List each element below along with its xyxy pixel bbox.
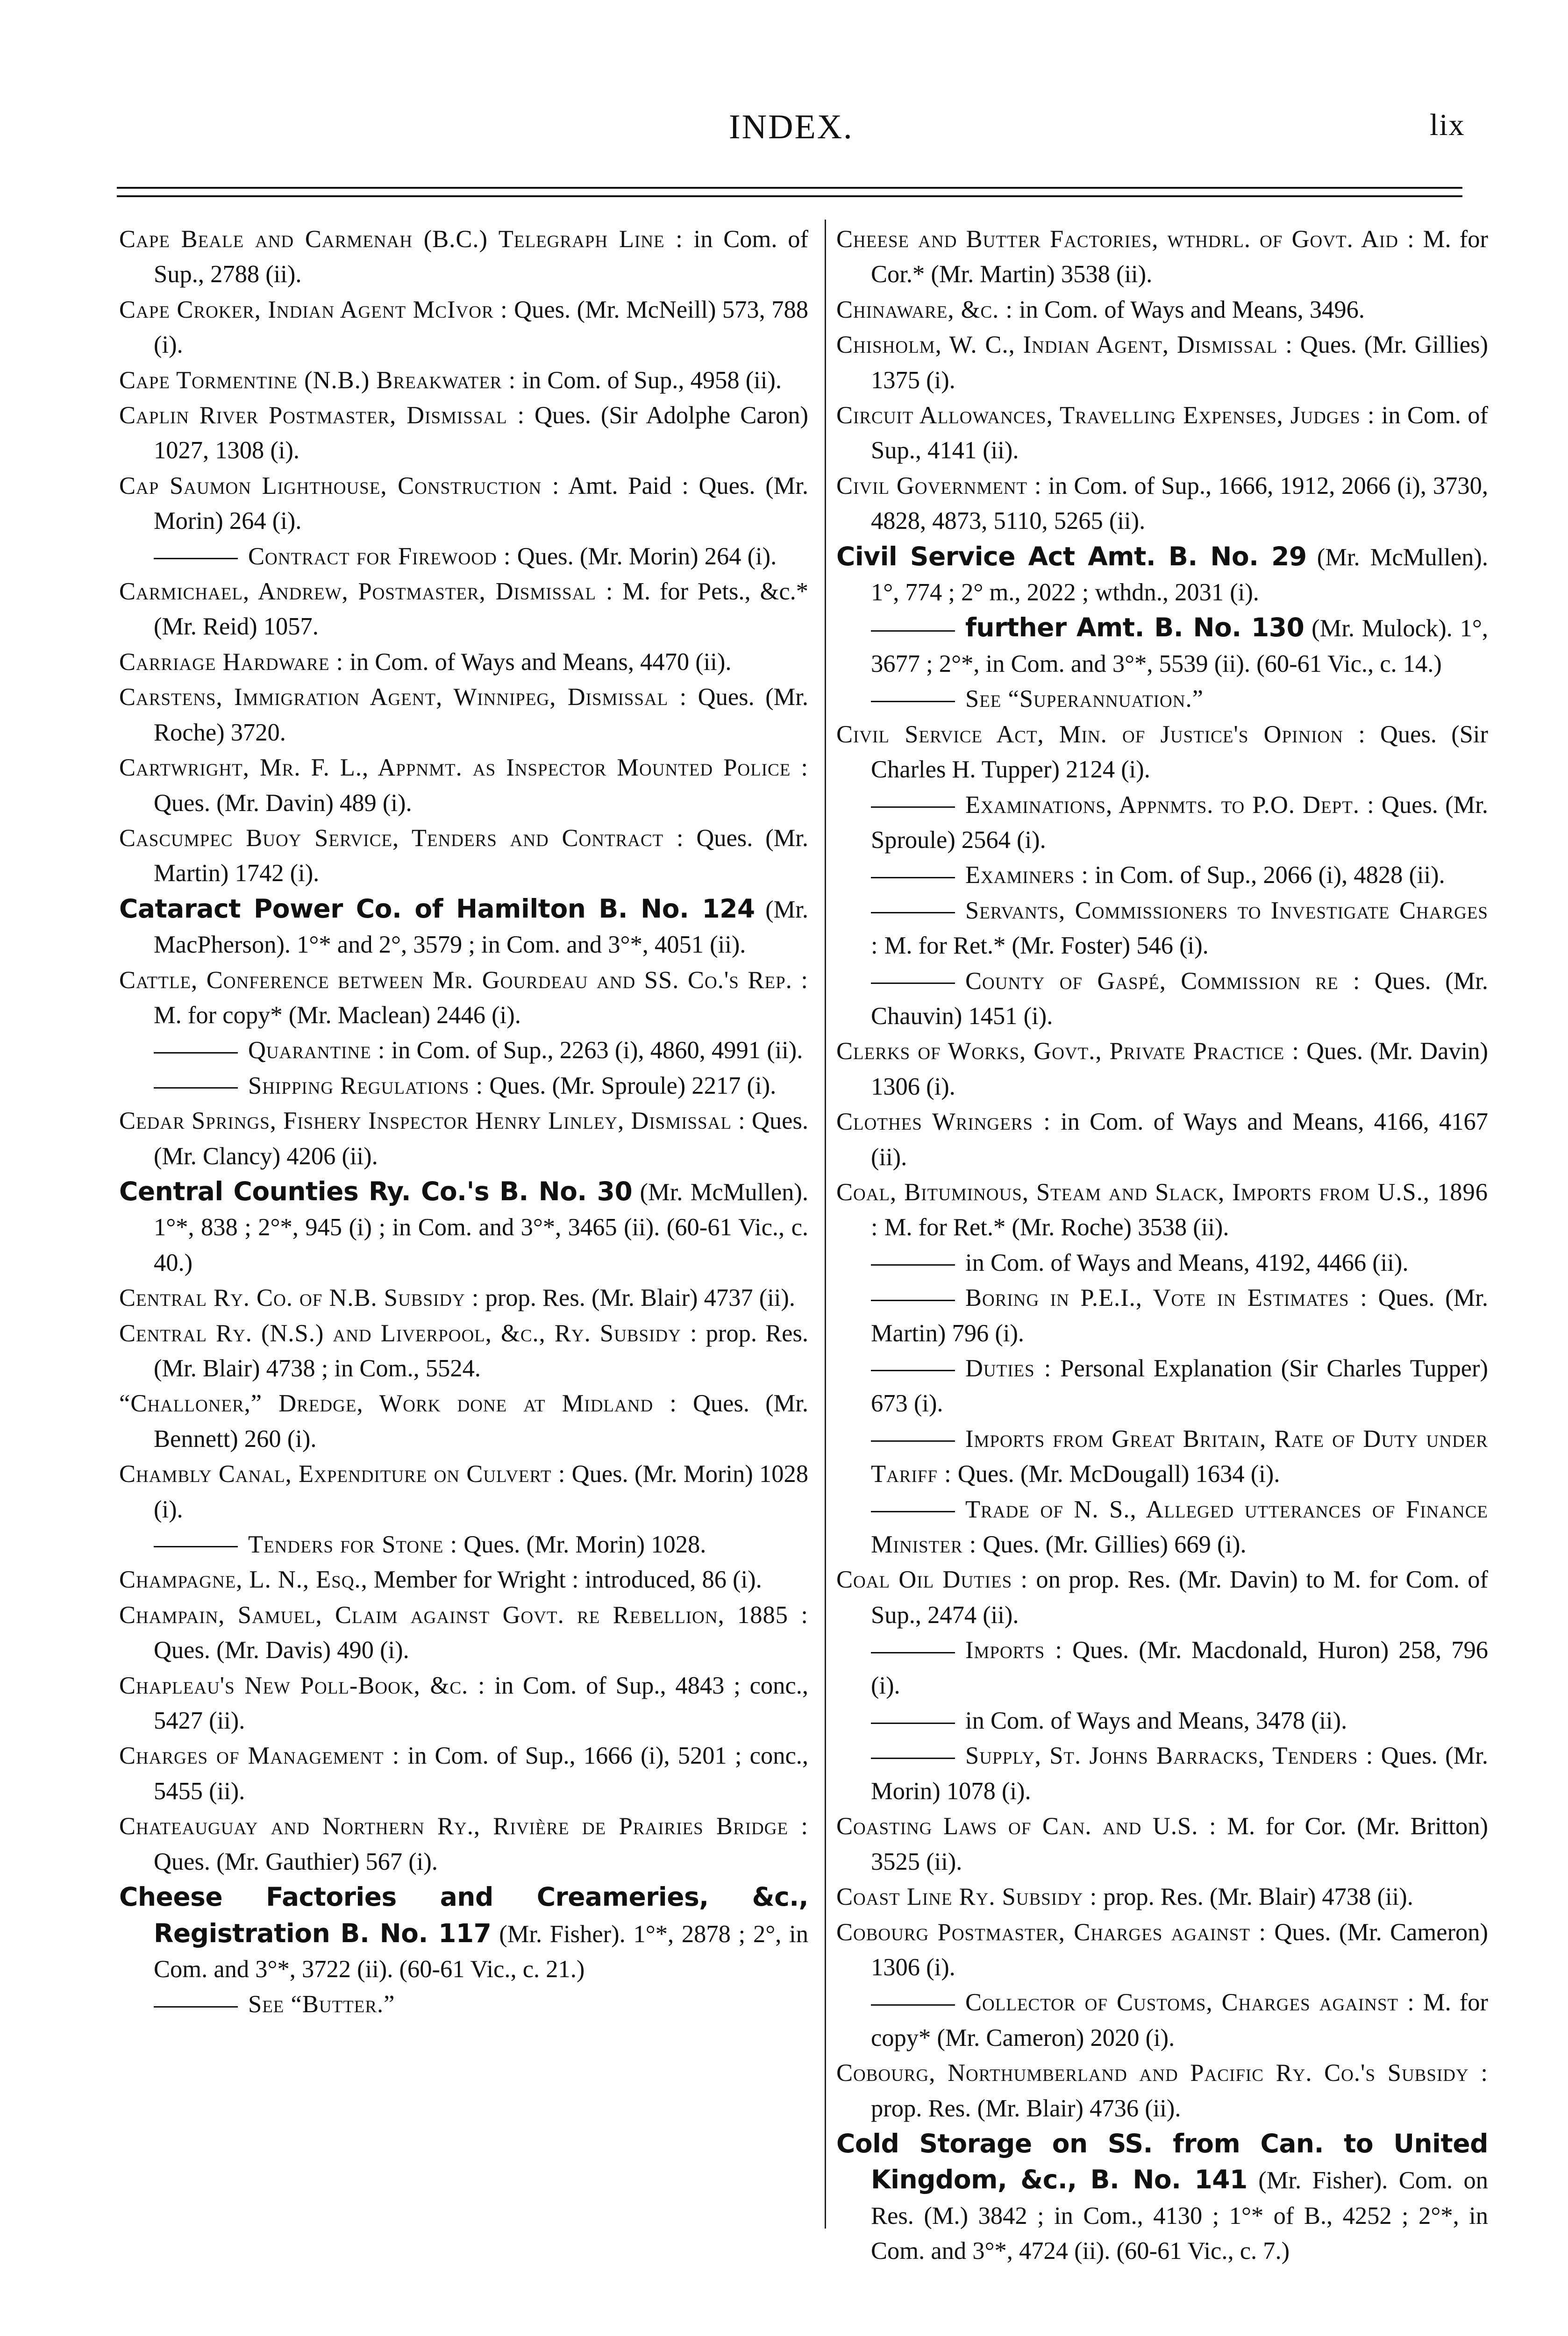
- index-entry: [836, 1562, 1488, 1633]
- entry-heading: Chambly Canal, Expenditure on Culvert :: [119, 1460, 566, 1488]
- ditto-dash: [154, 558, 238, 559]
- entry-heading: Supply, St. Johns Barracks, Tenders :: [965, 1742, 1374, 1770]
- index-entry: [836, 222, 1488, 292]
- page-number: lix: [1430, 108, 1465, 142]
- entry-heading: Circuit Allowances, Travelling Expenses, Judges :: [836, 402, 1375, 429]
- index-entry: [836, 1809, 1488, 1880]
- index-entry: [119, 963, 808, 1033]
- column-divider: [825, 220, 826, 2229]
- entry-heading: Central Ry. Co. of N.B. Subsidy :: [119, 1284, 479, 1312]
- entry-heading: Cataract Power Co. of Hamilton B. No. 124: [119, 893, 755, 924]
- entry-detail: in Com. of Sup., 1666, 1912, 2066 (i), 3730, 4828, 4873, 5110, 5265 (ii).: [871, 472, 1488, 535]
- entry-detail: (Mr. Fisher). 1°*, 2878 ; 2°, in Com. and 3°*, 3722 (ii). (60-61 Vic., c. 21.): [154, 1920, 808, 1983]
- entry-heading: Clothes Wringers :: [836, 1108, 1051, 1136]
- ditto-dash: [871, 1511, 955, 1512]
- index-entry: [119, 645, 808, 680]
- entry-detail: Ques. (Mr. Gillies) 669 (i).: [976, 1531, 1247, 1559]
- index-entry: [119, 1738, 808, 1809]
- right-column: [836, 222, 1488, 2269]
- index-entry: [836, 328, 1488, 398]
- entry-detail: Ques. (Mr. Sproule) 2564 (i).: [871, 791, 1488, 854]
- index-entry: [119, 750, 808, 821]
- ditto-dash: [871, 1370, 955, 1371]
- entry-detail: Ques. (Mr. McNeill) 573, 788 (i).: [154, 296, 808, 359]
- index-entry: [119, 1033, 808, 1068]
- entry-heading: Clerks of Works, Govt., Private Practice :: [836, 1038, 1299, 1065]
- entry-detail: Ques. (Mr. Davis) 490 (i).: [154, 1637, 409, 1664]
- entry-heading: Cold Storage on SS. from Can. to United Kingdom, &c., B. No. 141: [836, 2128, 1488, 2195]
- entry-detail: in Com. of Sup., 2066 (i), 4828 (ii).: [1089, 862, 1445, 889]
- index-entry: [119, 292, 808, 363]
- entry-detail: M. for copy* (Mr. Cameron) 2020 (i).: [871, 1989, 1488, 2051]
- index-entry: [836, 717, 1488, 788]
- index-entry: [119, 1987, 808, 2022]
- entry-heading: Civil Service Act Amt. B. No. 29: [836, 541, 1307, 571]
- entry-heading: Trade of N. S., Alleged utterances of Finance Minister :: [871, 1496, 1488, 1559]
- entry-heading: Imports :: [965, 1637, 1062, 1664]
- entry-heading: Cape Tormentine (N.B.) Breakwater :: [119, 366, 516, 394]
- index-entry: [836, 1492, 1488, 1563]
- entry-detail: in Com. of Sup., 2788 (ii).: [154, 226, 808, 288]
- index-entry: [119, 1386, 808, 1457]
- ditto-dash: [871, 1264, 955, 1266]
- entry-detail: Ques. (Mr. Martin) 1742 (i).: [154, 824, 808, 887]
- index-entry: [119, 1068, 808, 1104]
- entry-heading: Cattle, Conference between Mr. Gourdeau and SS. Co.'s Rep. :: [119, 966, 808, 994]
- entry-heading: Coast Line Ry. Subsidy :: [836, 1883, 1098, 1911]
- header-rule-bottom: [117, 195, 1462, 197]
- entry-detail: Personal Explanation (Sir Charles Tupper) 673 (i).: [871, 1355, 1488, 1417]
- entry-detail: (Mr. McMullen). 1°*, 838 ; 2°*, 945 (i) ; in Com. and 3°*, 3465 (ii). (60-61 Vic., c. 40.): [154, 1178, 808, 1276]
- entry-detail: Ques. (Mr. Roche) 3720.: [154, 684, 808, 746]
- entry-detail: Ques. (Mr. Davin) 489 (i).: [154, 789, 412, 817]
- entry-detail: M. for Cor.* (Mr. Martin) 3538 (ii).: [871, 226, 1488, 288]
- entry-detail: Ques. (Mr. Clancy) 4206 (ii).: [154, 1107, 809, 1170]
- entry-heading: Central Ry. (N.S.) and Liverpool, &c., Ry. Subsidy :: [119, 1319, 698, 1347]
- index-entry: [119, 363, 808, 398]
- entry-heading: Servants, Commissioners to Investigate Charges :: [871, 897, 1488, 960]
- entry-detail: in Com. of Sup., 4958 (ii).: [516, 366, 782, 394]
- entry-detail: in Com. of Ways and Means, 3478 (ii).: [965, 1707, 1347, 1735]
- entry-detail: prop. Res. (Mr. Blair) 4738 (ii).: [1097, 1883, 1413, 1911]
- ditto-dash: [154, 1087, 238, 1089]
- index-entry: [119, 539, 808, 574]
- entry-detail: Member for Wright : introduced, 86 (i).: [367, 1566, 762, 1594]
- entry-heading: further Amt. B. No. 130: [965, 612, 1304, 643]
- entry-heading: Cobourg, Northumberland and Pacific Ry. Co.'s Subsidy :: [836, 2059, 1488, 2087]
- index-entry: [836, 682, 1488, 717]
- index-entry: [836, 1738, 1488, 1809]
- index-entry: [119, 574, 808, 645]
- index-entry: [836, 1281, 1488, 1351]
- ditto-dash: [871, 1652, 955, 1653]
- index-entry: [119, 1562, 808, 1597]
- index-entry: [119, 1809, 808, 1880]
- entry-detail: Ques. (Sir Adolphe Caron) 1027, 1308 (i).: [154, 402, 808, 464]
- index-entry: [119, 1457, 808, 1527]
- entry-heading: County of Gaspé, Commission re :: [965, 967, 1361, 995]
- entry-detail: Ques. (Mr. Morin) 264 (i).: [511, 542, 777, 570]
- entry-detail: in Com. of Sup., 4141 (ii).: [871, 402, 1488, 464]
- entry-detail: (Mr. Fisher). Com. on Res. (M.) 3842 ; in Com., 4130 ; 1°* of B., 4252 ; 2°*, in Com. and 3°*, 4724 (ii). (60-61 Vic., c. 7.): [871, 2167, 1489, 2265]
- index-entry: [119, 1316, 808, 1387]
- entry-detail: in Com. of Ways and Means, 3496.: [1012, 296, 1365, 323]
- ditto-dash: [154, 1052, 238, 1054]
- index-entry: [119, 1668, 808, 1739]
- index-entry: [836, 1633, 1488, 1703]
- entry-heading: Caplin River Postmaster, Dismissal :: [119, 402, 525, 429]
- index-entry: [119, 1880, 808, 1987]
- entry-detail: Ques. (Mr. Morin) 1028.: [457, 1531, 706, 1559]
- entry-detail: in Com. of Sup., 2263 (i), 4860, 4991 (ii).: [385, 1037, 803, 1064]
- entry-detail: (Mr. Mulock). 1°, 3677 ; 2°*, in Com. and 3°*, 5539 (ii). (60-61 Vic., c. 14.): [871, 615, 1488, 677]
- entry-heading: Civil Government :: [836, 472, 1042, 499]
- index-entry: [836, 1246, 1488, 1281]
- entry-detail: Amt. Paid : Ques. (Mr. Morin) 264 (i).: [154, 472, 808, 535]
- entry-heading: Carmichael, Andrew, Postmaster, Dismissal :: [119, 578, 613, 605]
- index-entry: [119, 1281, 808, 1316]
- index-entry: [119, 891, 808, 963]
- entry-detail: in Com. of Ways and Means, 4470 (ii).: [343, 648, 732, 676]
- entry-heading: Imports from Great Britain, Rate of Duty under Tariff :: [871, 1425, 1488, 1488]
- entry-heading: See “Butter.”: [248, 1991, 395, 2018]
- entry-detail: Ques. (Mr. McDougall) 1634 (i).: [951, 1460, 1280, 1488]
- page-title: INDEX.: [729, 108, 854, 146]
- entry-heading: Tenders for Stone :: [248, 1531, 458, 1559]
- index-entry: [836, 2056, 1488, 2126]
- entry-heading: Civil Service Act, Min. of Justice's Opinion :: [836, 720, 1366, 748]
- index-entry: [119, 398, 808, 469]
- entry-heading: Collector of Customs, Charges against :: [965, 1989, 1415, 2016]
- index-entry: [119, 469, 808, 539]
- entry-detail: Ques. (Mr. Bennett) 260 (i).: [154, 1390, 808, 1453]
- index-entry: [119, 680, 808, 750]
- index-entry: [836, 1034, 1488, 1104]
- index-entry: [836, 292, 1488, 328]
- index-entry: [119, 1104, 808, 1174]
- index-entry: [836, 2126, 1488, 2269]
- index-entry: [836, 469, 1488, 539]
- index-entry: [119, 821, 808, 891]
- entry-heading: Cobourg Postmaster, Charges against :: [836, 1918, 1267, 1946]
- entry-heading: Cheese and Butter Factories, wthdrl. of Govt. Aid :: [836, 226, 1415, 253]
- entry-detail: on prop. Res. (Mr. Davin) to M. for Com. of Sup., 2474 (ii).: [871, 1566, 1488, 1629]
- ditto-dash: [871, 983, 955, 984]
- ditto-dash: [871, 877, 955, 878]
- entry-heading: Charges of Management :: [119, 1742, 400, 1770]
- entry-detail: M. for Pets., &c.* (Mr. Reid) 1057.: [154, 578, 808, 641]
- entry-detail: Ques. (Mr. Morin) 1078 (i).: [871, 1742, 1488, 1805]
- entry-detail: in Com. of Ways and Means, 4192, 4466 (ii).: [965, 1249, 1409, 1276]
- entry-heading: Champain, Samuel, Claim against Govt. re Rebellion, 1885 :: [119, 1601, 808, 1629]
- index-entry: [836, 1915, 1488, 1986]
- index-entry: [836, 610, 1488, 682]
- entry-detail: in Com. of Sup., 4843 ; conc., 5427 (ii).: [154, 1672, 808, 1735]
- entry-heading: Chisholm, W. C., Indian Agent, Dismissal :: [836, 331, 1293, 359]
- ditto-dash: [154, 1546, 238, 1547]
- entry-heading: Cap Saumon Lighthouse, Construction :: [119, 472, 560, 499]
- entry-detail: in Com. of Ways and Means, 4166, 4167 (ii).: [871, 1108, 1489, 1171]
- left-column: [119, 222, 808, 2023]
- header-rule-top: [117, 187, 1462, 189]
- entry-detail: Ques. (Mr. Sproule) 2217 (i).: [483, 1072, 777, 1099]
- entry-heading: Cape Croker, Indian Agent McIvor :: [119, 296, 508, 323]
- entry-heading: Examinations, Appnmts. to P.O. Dept. :: [965, 791, 1375, 819]
- entry-detail: Ques. (Mr. Chauvin) 1451 (i).: [871, 967, 1488, 1030]
- entry-heading: Carstens, Immigration Agent, Winnipeg, Dismissal :: [119, 684, 687, 711]
- ditto-dash: [871, 701, 955, 702]
- entry-detail: Ques. (Sir Charles H. Tupper) 2124 (i).: [871, 720, 1488, 783]
- entry-detail: (Mr. MacPherson). 1°* and 2°, 3579 ; in Com. and 3°*, 4051 (ii).: [154, 896, 808, 959]
- ditto-dash: [871, 1723, 955, 1724]
- entry-detail: M. for Ret.* (Mr. Foster) 546 (i).: [878, 932, 1209, 960]
- entry-detail: prop. Res. (Mr. Blair) 4738 ; in Com., 5524.: [154, 1319, 809, 1382]
- ditto-dash: [154, 2006, 238, 2008]
- ditto-dash: [871, 1300, 955, 1301]
- ditto-dash: [871, 2004, 955, 2006]
- entry-heading: Cape Beale and Carmenah (B.C.) Telegraph Line :: [119, 226, 683, 253]
- entry-heading: Boring in P.E.I., Vote in Estimates :: [965, 1284, 1368, 1312]
- entry-heading: Chinaware, &c. :: [836, 296, 1013, 323]
- entry-heading: Examiners :: [965, 862, 1089, 889]
- index-entry: [836, 1985, 1488, 2056]
- entry-heading: Cedar Springs, Fishery Inspector Henry Linley, Dismissal :: [119, 1107, 746, 1135]
- entry-heading: Carriage Hardware :: [119, 648, 344, 676]
- entry-detail: in Com. of Sup., 1666 (i), 5201 ; conc., 5455 (ii).: [154, 1742, 808, 1805]
- entry-heading: See “Superannuation.”: [965, 685, 1204, 713]
- ditto-dash: [871, 1758, 955, 1759]
- index-entry: [119, 1174, 808, 1281]
- index-entry: [836, 1703, 1488, 1738]
- entry-heading: Coal Oil Duties :: [836, 1566, 1028, 1594]
- index-entry: [119, 1598, 808, 1668]
- entry-heading: Coasting Laws of Can. and U.S. :: [836, 1813, 1217, 1840]
- entry-heading: Cascumpec Buoy Service, Tenders and Contract :: [119, 824, 684, 852]
- entry-detail: prop. Res. (Mr. Blair) 4737 (ii).: [479, 1284, 796, 1312]
- ditto-dash: [871, 630, 955, 632]
- index-entry: [836, 539, 1488, 611]
- entry-detail: Ques. (Mr. Davin) 1306 (i).: [871, 1038, 1488, 1100]
- entry-heading: Champagne, L. N., Esq.,: [119, 1566, 368, 1594]
- entry-detail: Ques. (Mr. Gauthier) 567 (i).: [154, 1848, 438, 1875]
- ditto-dash: [871, 806, 955, 808]
- entry-heading: Central Counties Ry. Co.'s B. No. 30: [119, 1176, 633, 1206]
- index-entry: [836, 964, 1488, 1034]
- entry-heading: Chateauguay and Northern Ry., Rivière de Prairies Bridge :: [119, 1813, 808, 1840]
- entry-detail: Ques. (Mr. Martin) 796 (i).: [871, 1284, 1488, 1347]
- index-entry: [836, 893, 1488, 964]
- index-entry: [836, 1175, 1488, 1246]
- index-entry: [836, 1351, 1488, 1422]
- entry-heading: Quarantine :: [248, 1037, 385, 1064]
- entry-detail: Ques. (Mr. Morin) 1028 (i).: [154, 1460, 808, 1523]
- entry-detail: M. for copy* (Mr. Maclean) 2446 (i).: [154, 1001, 521, 1029]
- index-entry: [836, 1104, 1488, 1175]
- entry-heading: Contract for Firewood :: [248, 542, 511, 570]
- entry-detail: (Mr. McMullen). 1°, 774 ; 2° m., 2022 ; wthdn., 2031 (i).: [871, 543, 1488, 606]
- entry-heading: Cartwright, Mr. F. L., Appnmt. as Inspector Mounted Police :: [119, 754, 808, 782]
- entry-detail: Ques. (Mr. Macdonald, Huron) 258, 796 (i).: [871, 1637, 1488, 1699]
- ditto-dash: [871, 1440, 955, 1442]
- entry-heading: Duties :: [965, 1355, 1052, 1382]
- ditto-dash: [871, 912, 955, 913]
- entry-detail: prop. Res. (Mr. Blair) 4736 (ii).: [871, 2094, 1181, 2122]
- entry-detail: M. for Ret.* (Mr. Roche) 3538 (ii).: [878, 1214, 1229, 1241]
- index-entry: [836, 788, 1488, 858]
- index-entry: [119, 1527, 808, 1562]
- entry-heading: Cheese Factories and Creameries, &c., Registration B. No. 117: [119, 1882, 808, 1948]
- entry-heading: Chapleau's New Poll-Book, &c. :: [119, 1672, 485, 1699]
- entry-heading: “Challoner,” Dredge, Work done at Midland :: [119, 1390, 677, 1417]
- entry-detail: Ques. (Mr. Gillies) 1375 (i).: [871, 331, 1489, 394]
- entry-detail: Ques. (Mr. Cameron) 1306 (i).: [871, 1918, 1489, 1981]
- entry-heading: Shipping Regulations :: [248, 1072, 484, 1099]
- index-entry: [119, 222, 808, 292]
- entry-detail: M. for Cor. (Mr. Britton) 3525 (ii).: [871, 1813, 1488, 1875]
- index-entry: [836, 398, 1488, 469]
- entry-heading: Coal, Bituminous, Steam and Slack, Imports from U.S., 1896 :: [836, 1178, 1488, 1241]
- index-entry: [836, 858, 1488, 893]
- index-entry: [836, 1880, 1488, 1915]
- index-entry: [836, 1422, 1488, 1492]
